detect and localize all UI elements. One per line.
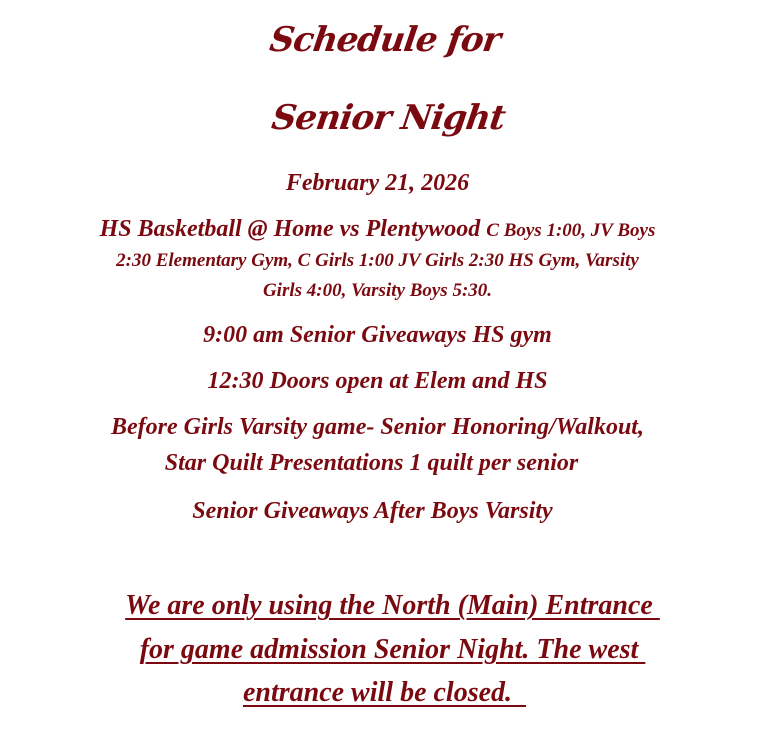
basketball-details-2: 2:30 Elementary Gym, C Girls 1:00 JV Girls 2:30 HS Gym, Varsity [116,250,639,271]
entrance-notice-line-3: entrance will be closed. [242,677,527,708]
after-varsity-giveaways: Senior Giveaways After Boys Varsity [192,498,553,524]
basketball-headline: HS Basketball @ Home vs Plentywood [99,216,481,242]
senior-honoring-line-2: Star Quilt Presentations 1 quilt per senior [164,450,579,476]
title-line-1: Schedule for [267,20,503,60]
entrance-notice-line-2: for game admission Senior Night. The west [139,634,646,665]
title-line-2: Senior Night [269,98,508,138]
doors-open: 12:30 Doors open at Elem and HS [207,368,548,394]
senior-honoring-line-1: Before Girls Varsity game- Senior Honoring/Walkout, [111,414,644,440]
morning-giveaways: 9:00 am Senior Giveaways HS gym [203,322,552,348]
basketball-line-1 [0,216,755,243]
basketball-details-3: Girls 4:00, Varsity Boys 5:30. [262,280,493,301]
basketball-details-1: C Boys 1:00, JV Boys [486,220,656,241]
event-date: February 21, 2026 [285,170,470,196]
entrance-notice-line-1: We are only using the North (Main) Entrance [125,590,660,621]
